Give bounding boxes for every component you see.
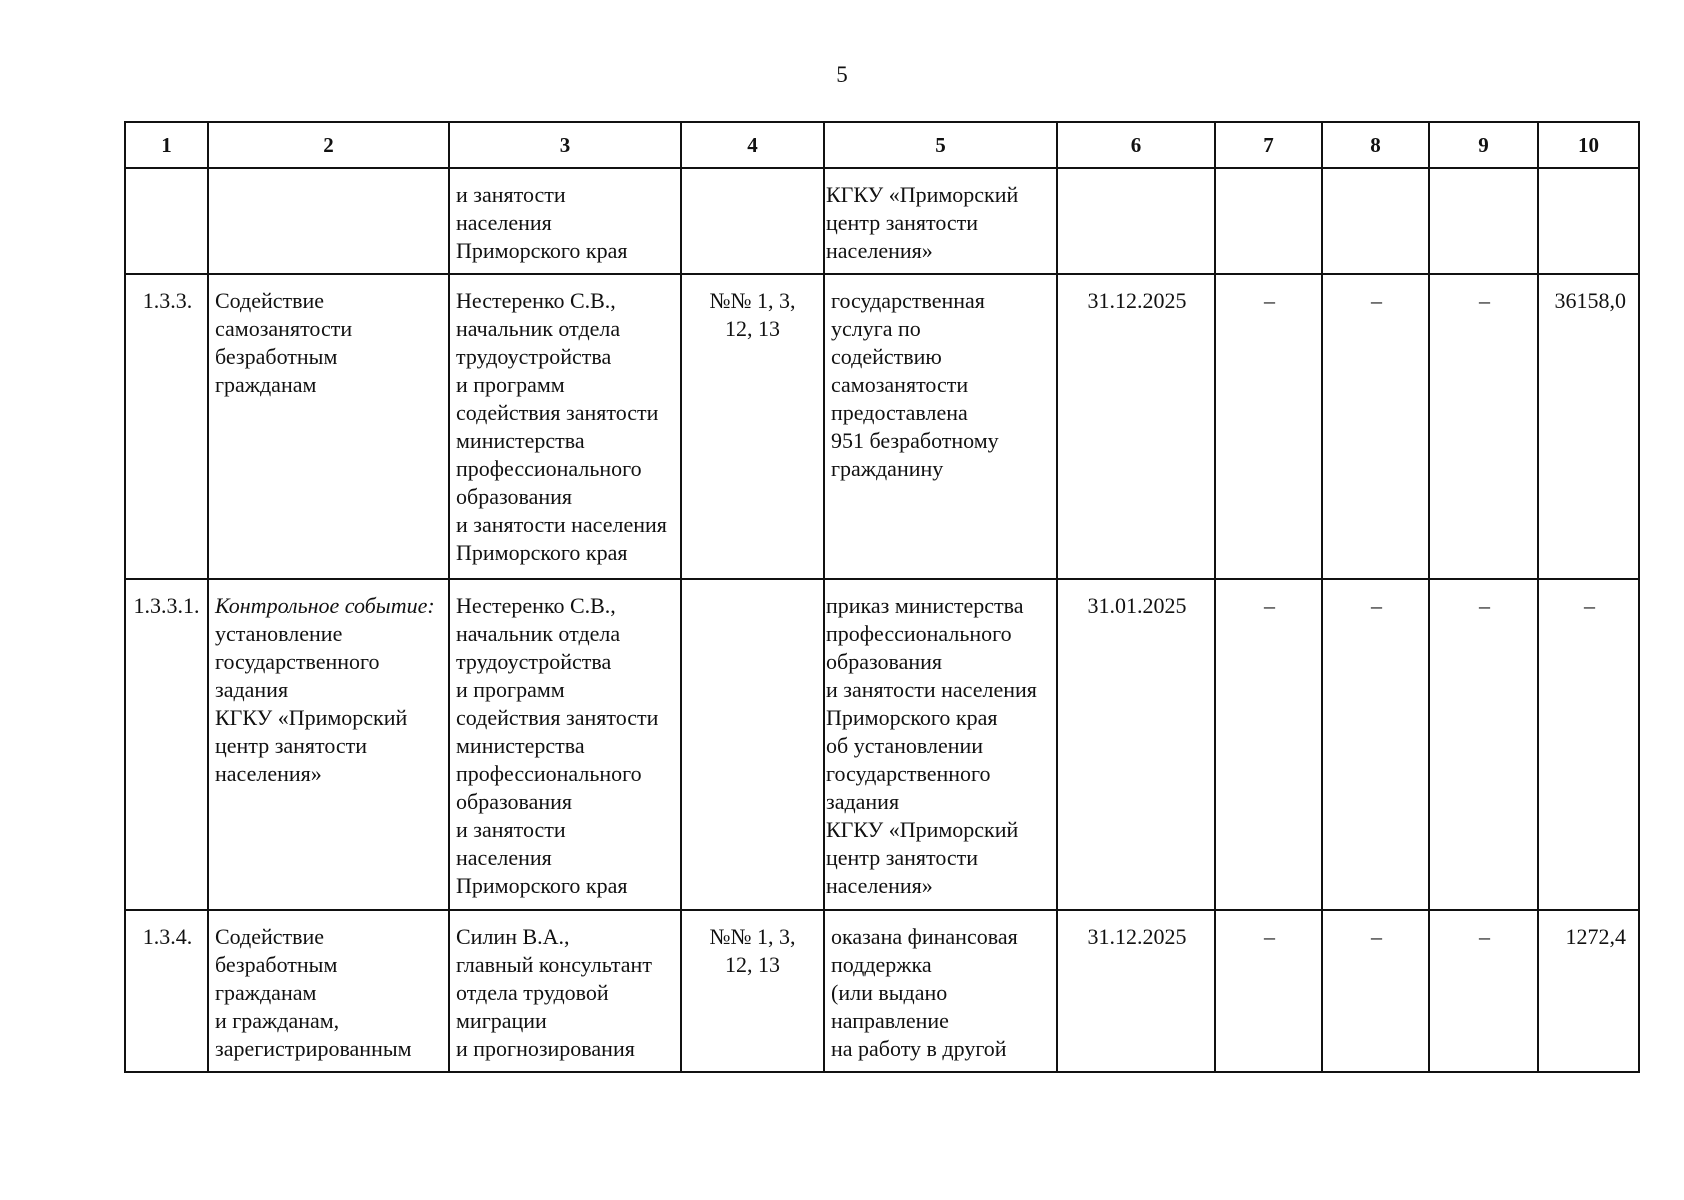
cell-responsible — [449, 910, 681, 1072]
cell-indicators — [681, 579, 824, 910]
cell-line: безработным — [215, 952, 338, 977]
cell-line: населения» — [826, 238, 933, 263]
cell-date: 31.12.2025 — [1057, 910, 1215, 1072]
cell-line: Приморского края — [456, 873, 628, 898]
cell-line: образования — [456, 484, 573, 509]
cell-line: об установлении — [826, 733, 984, 758]
cell-line: и занятости — [456, 817, 566, 842]
column-header-4: 4 — [681, 122, 824, 168]
cell-line: Нестеренко С.В., — [456, 593, 616, 618]
cell-col-9: – — [1429, 579, 1538, 910]
cell-col-9 — [1429, 168, 1538, 274]
cell-col-10: 36158,0 — [1538, 274, 1639, 579]
column-header-7: 7 — [1215, 122, 1322, 168]
cell-line: безработным — [215, 344, 338, 369]
cell-line: и занятости населения — [456, 512, 667, 537]
cell-line: миграции — [456, 1008, 547, 1033]
cell-line: Приморского края — [826, 705, 998, 730]
cell-activity — [208, 274, 449, 579]
header-row — [125, 122, 1639, 168]
cell-col-9: – — [1429, 274, 1538, 579]
cell-line: поддержка — [831, 952, 932, 977]
column-header-9: 9 — [1429, 122, 1538, 168]
cell-indicators — [681, 274, 824, 579]
cell-line: населения» — [826, 873, 933, 898]
cell-line: гражданам — [215, 372, 317, 397]
cell-responsible — [449, 579, 681, 910]
cell-line: 951 безработному — [831, 428, 999, 453]
cell-line: самозанятости — [831, 372, 969, 397]
cell-result — [824, 274, 1057, 579]
table-row-1-3-4 — [125, 910, 1639, 1072]
cell-line: 12, 13 — [725, 952, 780, 977]
cell-col-7: – — [1215, 274, 1322, 579]
control-event-label: Контрольное событие: — [215, 593, 435, 618]
cell-line: государственная — [831, 288, 985, 313]
cell-line: населения — [456, 210, 552, 235]
cell-line: центр занятости — [826, 210, 979, 235]
cell-activity — [208, 168, 449, 274]
table-row-1-3-3-1 — [125, 579, 1639, 910]
cell-col-9: – — [1429, 910, 1538, 1072]
column-header-8: 8 — [1322, 122, 1429, 168]
cell-line: Содействие — [215, 924, 325, 949]
cell-line: министерства — [456, 428, 585, 453]
cell-date — [1057, 168, 1215, 274]
cell-line: и гражданам, — [215, 1008, 340, 1033]
cell-line: и программ — [456, 372, 565, 397]
column-header-5: 5 — [824, 122, 1057, 168]
cell-indicators — [681, 168, 824, 274]
cell-activity — [208, 579, 449, 910]
cell-line: образования — [456, 789, 573, 814]
cell-indicators — [681, 910, 824, 1072]
cell-result — [824, 910, 1057, 1072]
cell-col-10 — [1538, 168, 1639, 274]
cell-line: министерства — [456, 733, 585, 758]
cell-date: 31.12.2025 — [1057, 274, 1215, 579]
cell-line: Содействие — [215, 288, 325, 313]
cell-number: 1.3.3. — [125, 274, 208, 579]
table-row-1-3-3 — [125, 274, 1639, 579]
cell-activity — [208, 910, 449, 1072]
cell-line: государственного — [826, 761, 991, 786]
cell-col-7 — [1215, 168, 1322, 274]
cell-line: зарегистрированным — [215, 1036, 412, 1061]
cell-line: направление — [831, 1008, 949, 1033]
cell-number — [125, 168, 208, 274]
cell-col-10: – — [1538, 579, 1639, 910]
cell-date: 31.01.2025 — [1057, 579, 1215, 910]
column-header-10: 10 — [1538, 122, 1639, 168]
cell-result — [824, 579, 1057, 910]
cell-line: гражданам — [215, 980, 317, 1005]
cell-line: Приморского края — [456, 540, 628, 565]
cell-line: задания — [826, 789, 900, 814]
cell-line: трудоустройства — [456, 344, 612, 369]
cell-line: профессионального — [826, 621, 1012, 646]
cell-line: профессионального — [456, 761, 642, 786]
cell-line: задания — [215, 677, 289, 702]
cell-line: государственного — [215, 649, 380, 674]
cell-col-8 — [1322, 168, 1429, 274]
cell-line: отдела трудовой — [456, 980, 609, 1005]
cell-line: №№ 1, 3, — [709, 288, 796, 313]
activity-plan-table — [124, 121, 1640, 1073]
cell-line: населения» — [215, 761, 322, 786]
column-header-3: 3 — [449, 122, 681, 168]
column-header-6: 6 — [1057, 122, 1215, 168]
cell-line: КГКУ «Приморский — [826, 182, 1019, 207]
cell-line: оказана финансовая — [831, 924, 1018, 949]
cell-line: содействия занятости — [456, 705, 659, 730]
cell-line: КГКУ «Приморский — [215, 705, 408, 730]
cell-line: образования — [826, 649, 943, 674]
cell-line: Нестеренко С.В., — [456, 288, 616, 313]
cell-line: и прогнозирования — [456, 1036, 635, 1061]
cell-number: 1.3.3.1. — [125, 579, 208, 910]
cell-col-7: – — [1215, 910, 1322, 1072]
cell-col-8: – — [1322, 910, 1429, 1072]
cell-line: и занятости населения — [826, 677, 1037, 702]
cell-line: и занятости — [456, 182, 566, 207]
cell-line: начальник отдела — [456, 316, 621, 341]
cell-line: и программ — [456, 677, 565, 702]
cell-line: самозанятости — [215, 316, 353, 341]
table-row-continuation — [125, 168, 1639, 274]
cell-line: КГКУ «Приморский — [826, 817, 1019, 842]
cell-line: услуга по — [831, 316, 921, 341]
cell-line: предоставлена — [831, 400, 968, 425]
column-header-1: 1 — [125, 122, 208, 168]
cell-line: гражданину — [831, 456, 944, 481]
cell-responsible — [449, 274, 681, 579]
cell-col-7: – — [1215, 579, 1322, 910]
cell-line: профессионального — [456, 456, 642, 481]
cell-line: трудоустройства — [456, 649, 612, 674]
cell-line: 12, 13 — [725, 316, 780, 341]
page-number: 5 — [836, 62, 848, 87]
cell-line: центр занятости — [215, 733, 368, 758]
cell-line: №№ 1, 3, — [709, 924, 796, 949]
cell-col-10: 1272,4 — [1538, 910, 1639, 1072]
cell-line: центр занятости — [826, 845, 979, 870]
cell-line: на работу в другой — [831, 1036, 1007, 1061]
cell-line: приказ министерства — [826, 593, 1024, 618]
cell-line: содействию — [831, 344, 942, 369]
cell-responsible — [449, 168, 681, 274]
cell-line: начальник отдела — [456, 621, 621, 646]
cell-line: (или выдано — [831, 980, 948, 1005]
cell-line: Силин В.А., — [456, 924, 570, 949]
cell-result — [824, 168, 1057, 274]
cell-line: Приморского края — [456, 238, 628, 263]
cell-line: содействия занятости — [456, 400, 659, 425]
cell-line: главный консультант — [456, 952, 652, 977]
cell-col-8: – — [1322, 274, 1429, 579]
column-header-2: 2 — [208, 122, 449, 168]
cell-number: 1.3.4. — [125, 910, 208, 1072]
cell-col-8: – — [1322, 579, 1429, 910]
cell-line: населения — [456, 845, 552, 870]
cell-line: установление — [215, 621, 343, 646]
